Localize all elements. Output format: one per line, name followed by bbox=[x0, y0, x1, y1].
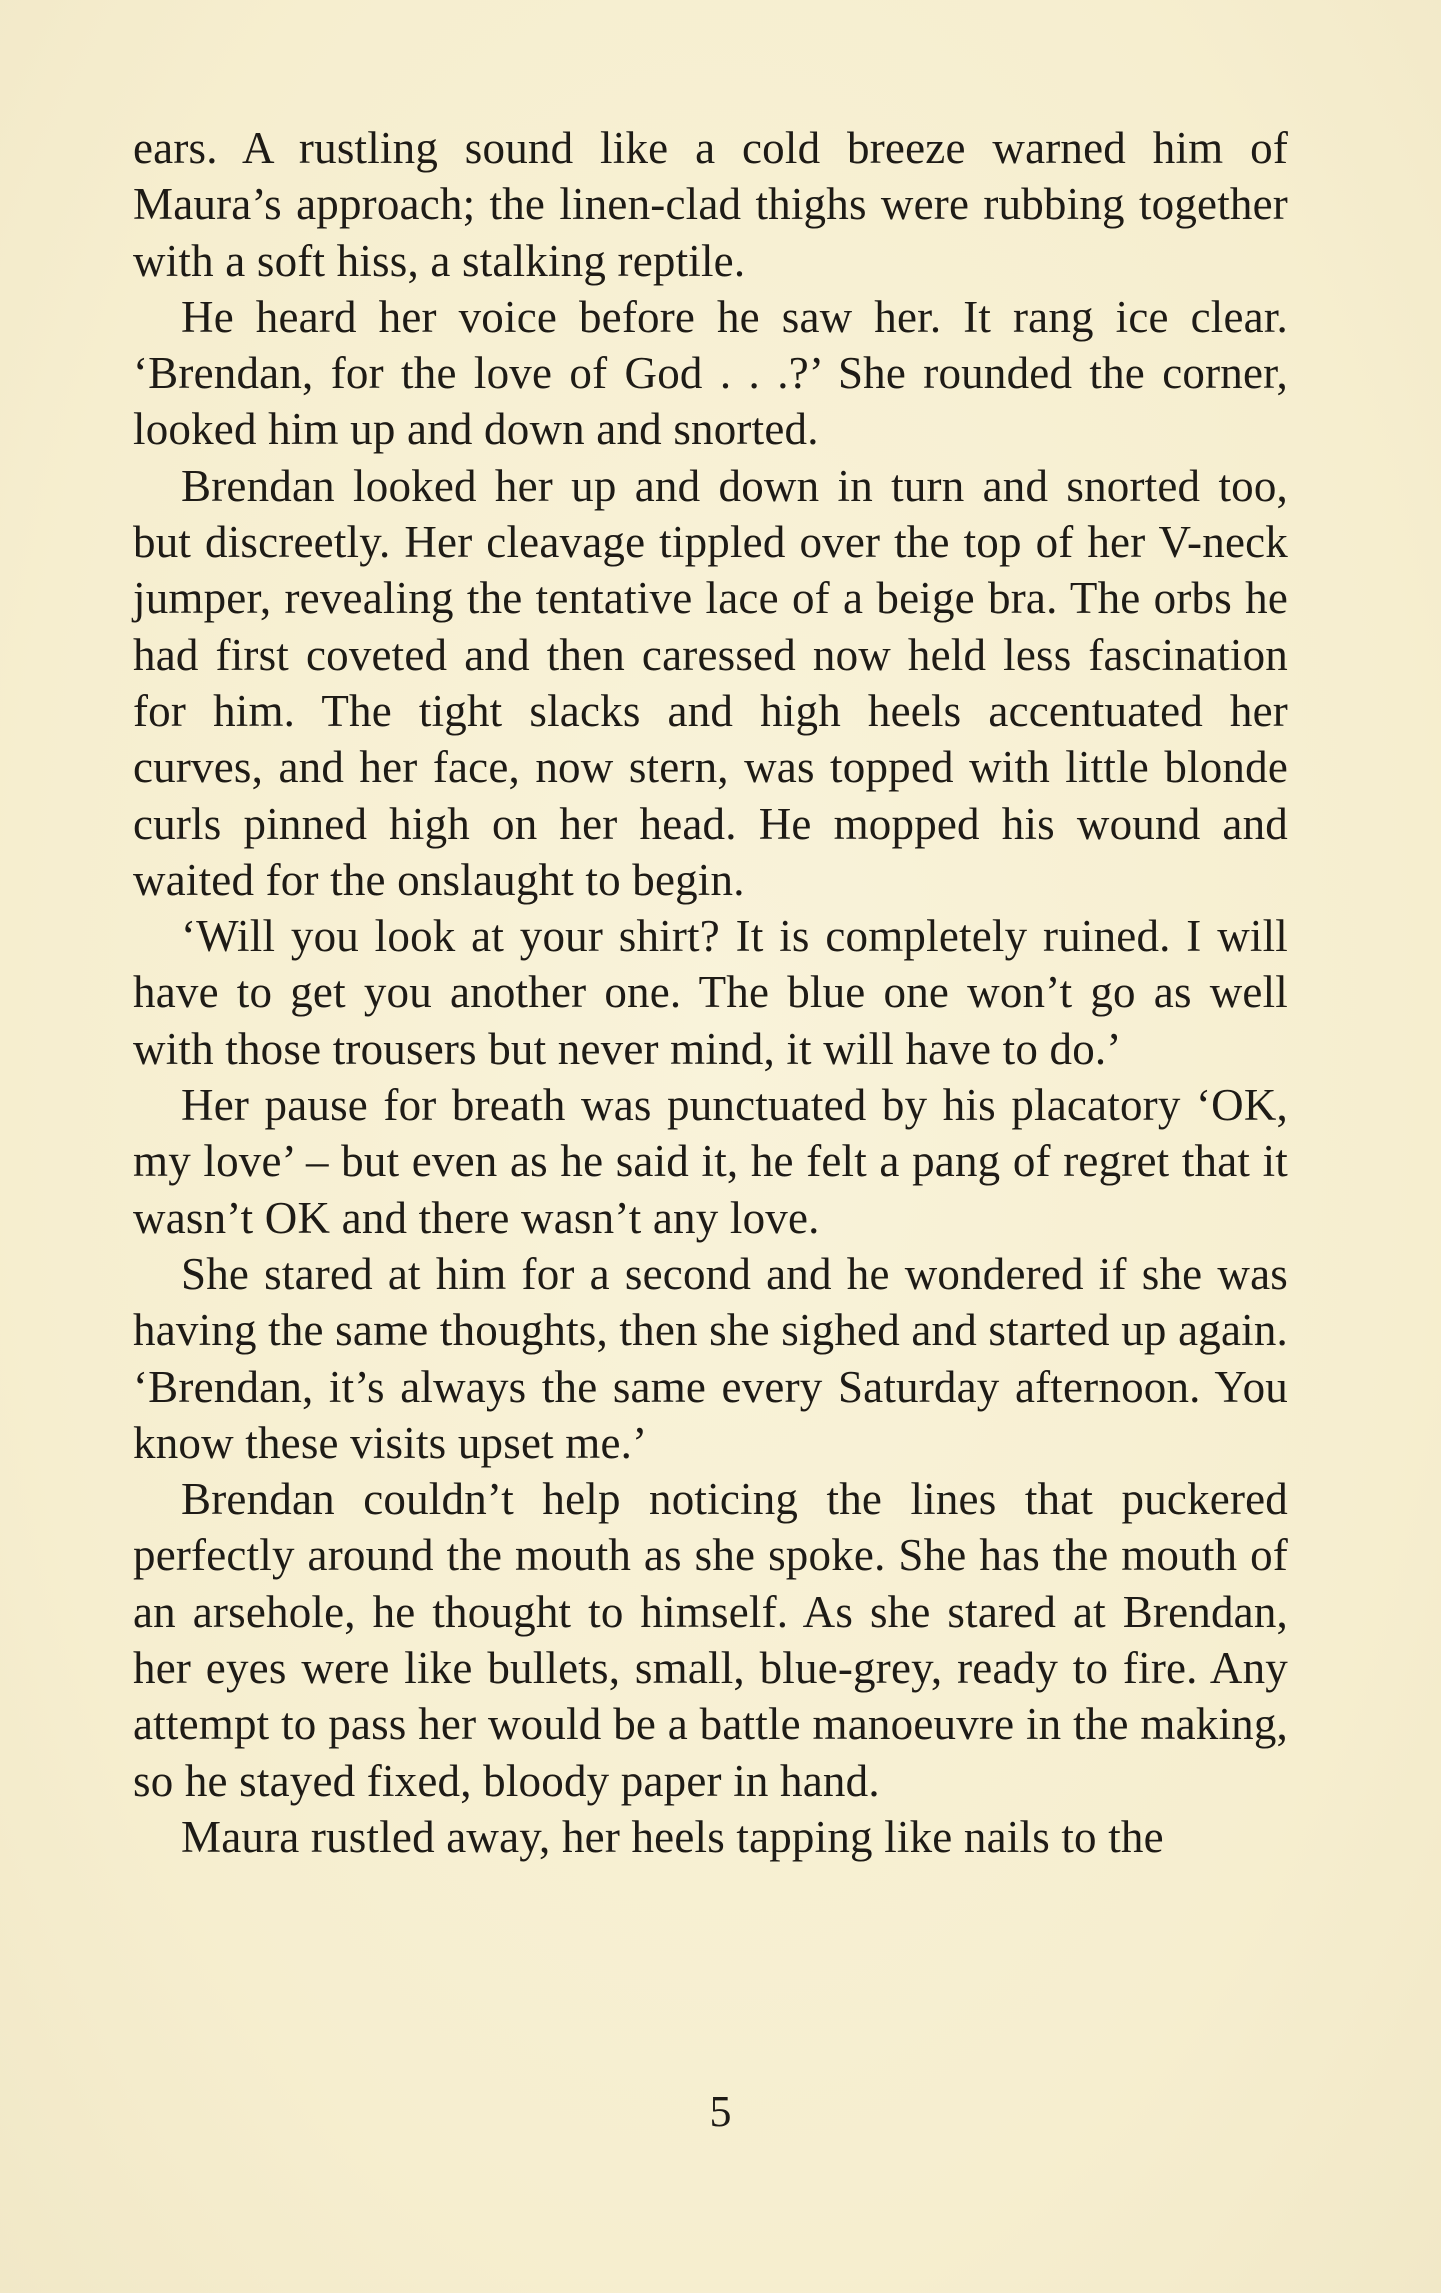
paragraph: ears. A rustling sound like a cold breeze warned him of Maura’s approach; the linen-clad thighs were rubbing together with a soft hiss, a stalking reptile. bbox=[133, 123, 1288, 286]
page-number: 5 bbox=[709, 2087, 732, 2136]
paragraph: ‘Will you look at your shirt? It is completely ruined. I will have to get you another one. The blue one won’t go as well with those trousers but never mind, it will have to do.’ bbox=[133, 911, 1288, 1074]
paragraph: Brendan looked her up and down in turn and snorted too, but discreetly. Her cleavage tippled over the top of her V-neck jumper, revealing the tentative lace of a beige bra. The orbs he had first coveted and then caressed now held less fascination for him. The tight slacks and high heels accentuated her curves, and her face, now stern, was topped with little blonde curls pinned high on her head. He mopped his wound and waited for the onslaught to begin. bbox=[133, 460, 1288, 905]
paragraph: Brendan couldn’t help noticing the lines that puckered perfectly around the mouth as she spoke. She has the mouth of an arsehole, he thought to himself. As she stared at Brendan, her eyes were like bullets, small, blue-grey, ready to fire. Any attempt to pass her would be a battle manoeuvre in the making, so he stayed fixed, bloody paper in hand. bbox=[133, 1474, 1288, 1806]
body-text bbox=[133, 120, 1288, 1865]
paragraph: He heard her voice before he saw her. It rang ice clear. ‘Brendan, for the love of God . . .?’ She rounded the corner, looked him up and down and snorted. bbox=[133, 291, 1288, 455]
paragraph: Her pause for breath was punctuated by his placatory ‘OK, my love’ – but even as he said it, he felt a pang of regret that it wasn’t OK and there wasn’t any love. bbox=[133, 1080, 1288, 1243]
paragraph: She stared at him for a second and he wondered if she was having the same thoughts, then she sighed and started up again. ‘Brendan, it’s always the same every Saturday afternoon. You know these visits upset me.’ bbox=[133, 1248, 1288, 1468]
paragraph: Maura rustled away, her heels tapping like nails to the bbox=[181, 1811, 1164, 1862]
